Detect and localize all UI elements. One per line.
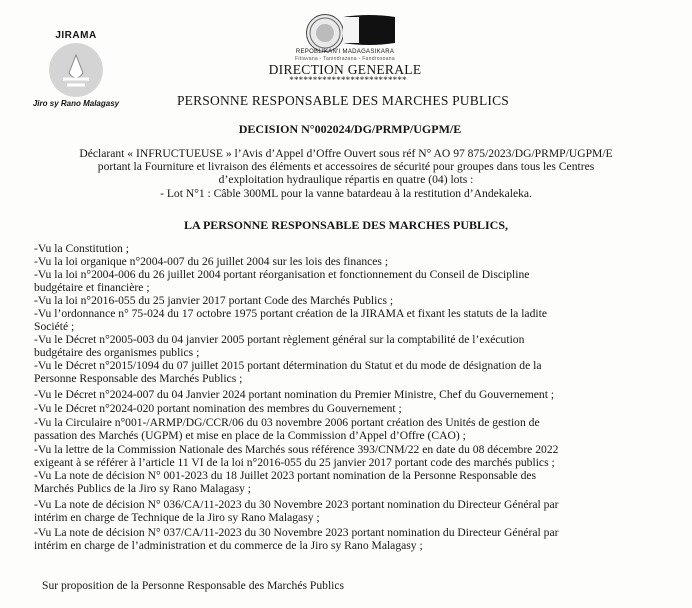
visa-line: -Vu La note de décision N° 037/CA/11-2023 du 30 Novembre 2023 portant nomination du Directeur Général par xyxy=(34,526,559,539)
visa-line: -Vu la loi organique n°2004-007 du 26 juillet 2004 sur les lois des finances ; xyxy=(34,255,389,268)
stars-divider: ************************* xyxy=(289,75,407,85)
visa-line: -Vu la loi n°2004-006 du 26 juillet 2004 portant réorganisation et fonctionnement du Conseil de Discipline xyxy=(34,268,530,281)
visa-line: exigeant à se référer à l’article 11 VI de la loi n°2016-055 du 25 janvier 2017 portant code des marchés publics ; xyxy=(34,456,555,469)
visa-line: -Vu le Décret n°2015/1094 du 07 juillet 2015 portant détermination du Statut et du mode de désignation de la xyxy=(34,359,542,372)
visa-line: budgétaire et financière ; xyxy=(34,281,150,294)
republic-seal-icon xyxy=(306,14,344,52)
jirama-logo xyxy=(26,30,126,108)
jirama-emblem-icon xyxy=(49,43,103,97)
visa-line: -Vu la loi n°2016-055 du 25 janvier 2017 portant Code des Marchés Publics ; xyxy=(34,294,394,307)
decision-heading: LA PERSONNE RESPONSABLE DES MARCHES PUBLICS, xyxy=(183,218,509,232)
intro-line: portant la Fourniture et livraison des éléments et accessoires de sécurité pour groupes dans tous les Centres xyxy=(97,160,595,173)
republic-line: REPOBLIKAN'I MADAGASIKARA xyxy=(295,49,395,55)
visa-line: Personne Responsable des Marchés Publics ; xyxy=(34,372,243,385)
republic-heading xyxy=(270,49,420,63)
visa-line: -Vu la Constitution ; xyxy=(34,242,129,255)
org-tagline: Jiro sy Rano Malagasy xyxy=(32,99,120,108)
closing-line: Sur proposition de la Personne Responsable des Marchés Publics xyxy=(42,579,345,592)
visa-line: intérim en charge de l’administration et du commerce de la Jiro sy Rano Malagasy ; xyxy=(34,539,423,552)
org-name: JIRAMA xyxy=(55,30,97,41)
direction-title: DIRECTION GENERALE xyxy=(268,62,422,77)
visa-line: -Vu La note de décision N° 036/CA/11-2023 du 30 Novembre 2023 portant nomination du Directeur Général par xyxy=(34,498,559,511)
visa-line: intérim en charge de Technique de la Jiro sy Rano Malagasy ; xyxy=(34,511,320,524)
visa-line: -Vu La note de décision N° 001-2023 du 18 Juillet 2023 portant nomination de la Personne Responsable des xyxy=(34,469,537,482)
visa-line: -Vu le Décret n°2024-007 du 04 Janvier 2024 portant nomination du Premier Ministre, Chef du Gouvernement ; xyxy=(34,388,555,401)
republic-motto: Fitiavana - Tanindrazana - Fandrosoana xyxy=(295,56,395,62)
visa-line: -Vu la lettre de la Commission Nationale des Marchés sous référence 393/CNM/22 en date du 08 décembre 2022 xyxy=(34,443,559,456)
visa-line: -Vu l’ordonnance n° 75-024 du 17 octobre 1975 portant création de la JIRAMA et fixant les statuts de la ladite xyxy=(34,307,547,320)
visa-line: -Vu le Décret n°2005-003 du 04 janvier 2005 portant règlement général sur la comptabilité de l’exécution xyxy=(34,333,525,346)
madagascar-flag-icon xyxy=(341,13,397,47)
prmp-title: PERSONNE RESPONSABLE DES MARCHES PUBLICS xyxy=(176,93,510,108)
visa-line: budgétaire des organismes publics ; xyxy=(34,346,200,359)
visa-line: -Vu la Circulaire n°001-/ARMP/DG/CCR/06 du 03 novembre 2006 portant création des Unités de gestion de xyxy=(34,416,540,429)
visa-line: Société ; xyxy=(34,320,75,333)
intro-line: d’exploitation hydraulique répartis en quatre (04) lots : xyxy=(218,173,474,186)
intro-line: - Lot N°1 : Câble 300ML pour la vanne batardeau à la restitution d’Andekaleka. xyxy=(160,187,532,200)
decision-number: DECISION N°002024/DG/PRMP/UGPM/E xyxy=(238,122,462,136)
visa-line: passation des Marchés (UGPM) et mise en place de la Commission d’Appel d’Offre (CAO) ; xyxy=(34,429,466,442)
intro-line: Déclarant « INFRUCTUEUSE » l’Avis d’Appel d’Offre Ouvert sous réf N° AO 97 875/2023/DG/PRMP/UGPM/E xyxy=(79,147,613,160)
visa-line: -Vu le Décret n°2024-020 portant nomination des membres du Gouvernement ; xyxy=(34,402,402,415)
visa-line: Marchés Publics de la Jiro sy Rano Malagasy ; xyxy=(34,482,252,495)
